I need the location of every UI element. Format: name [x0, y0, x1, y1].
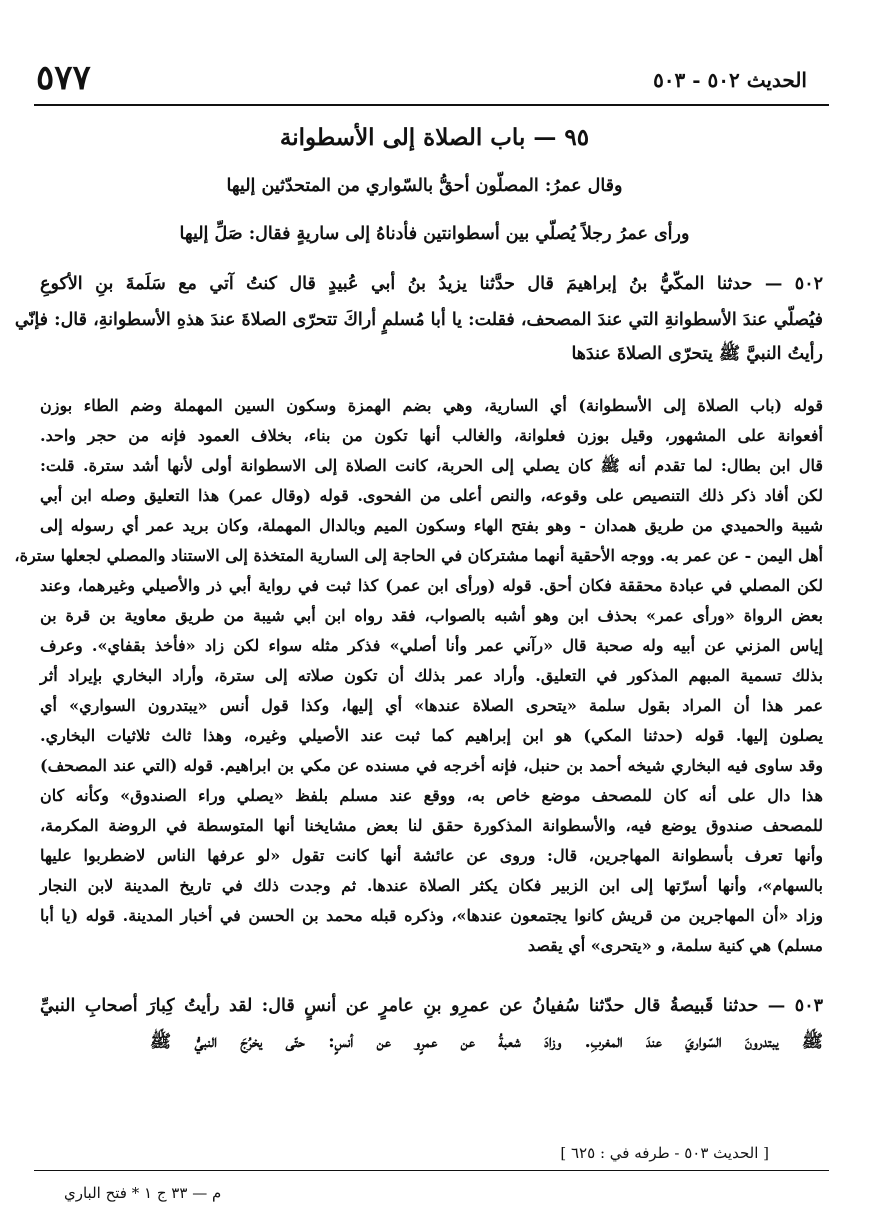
text-line: مسلم) هي كنية سلمة، و «يتحرى» أي يقصد [527, 936, 823, 955]
text-line: لكن أفاد ذكر ذلك التنصيص على وقوعه، والنص أعلى من الفحوى. قوله (وقال عمر) هذا التعليق وصله ابن أبي [40, 486, 823, 505]
hadith-range-header: الحديث ٥٠٢ - ٥٠٣ [653, 68, 807, 92]
text-line: رأيتُ النبيَّ ﷺ يتحرّى الصلاةَ عندَها [571, 344, 823, 364]
text-line: قوله (باب الصلاة إلى الأسطوانة) أي السارية، وهي بضم الهمزة وسكون السين المهملة وضم الطاء بوزن [40, 396, 823, 415]
footer-rule [34, 1170, 829, 1171]
text-line: شيبة والحميدي من طريق همدان - وهو بفتح الهاء وسكون الميم وبالدال المهملة، وكان بريد عمر أي رسوله إلى [40, 516, 823, 535]
text-line: بالسهام»، وأنها أسرّتها إلى ابن الزبير فكان يكثر الصلاة عندها. ثم وجدت ذلك في تاريخ المدينة لابن النجار [40, 876, 823, 895]
text-line: لكن المصلي في عبادة محققة فكان أحق. قوله (ورأى ابن عمر) كذا ثبت في رواية أبي ذر والأصيلي وغيرهما، وعند [40, 576, 823, 595]
text-line: ٥٠٢ — حدثنا المكّيُّ بنُ إبراهيمَ قال حدَّثنا يزيدُ بنُ أبي عُبيدٍ قال كنتُ آتي مع سَلَمةَ بنِ الأكوعِ [40, 274, 823, 294]
text-line: إياس المزني عن أبيه وله صحبة قال «رآني عمر وأنا أصلي» فذكر مثله سواء لكن زاد «فأخذ بقفاي». وعرف [40, 636, 823, 655]
text-line: هذا دال على أنه كان للمصحف موضع خاص به، ووقع عند مسلم بلفظ «يصلي وراء الصندوق» وكأنه كان [40, 786, 823, 805]
text-line: بذلك تسمية المبهم المذكور في التعليق. وأراد عمر بذلك أن تكون صلاته إلى سترة، وأراد البخاري بإيراد أثر [40, 666, 823, 685]
text-line: وأنها تعرف بأسطوانة المهاجرين، قال: وروى عن عائشة أنها كانت تقول «لو عرفها الناس لاضطربوا عليها [40, 846, 824, 865]
text-line: عمر هذا أن المراد بقول سلمة «يتحرى الصلاة عندها» أي إليها، وكذا قول أنس «يبتدرون السواري» أي [40, 696, 823, 715]
text-line: أفعوانة على المشهور، وقيل بوزن فعلوانة، والغالب أنها تكون من بناء، بخلاف العمود فإنه من حجر واحد. [40, 426, 823, 445]
text-line: بعض الرواة «ورأى عمر» بحذف ابن وهو أشبه بالصواب، فقد رواه ابن أبي شيبة من طريق معاوية بن قرة بن [40, 606, 823, 625]
text-line: يصلون إليها. قوله (حدثنا المكي) هو ابن إبراهيم كما ثبت عند الأصيلي وغيره، وهذا ثالث ثلاثيات البخاري. [40, 726, 823, 745]
signature-mark: م — ٣٣ ج ١ * فتح الباري [64, 1184, 222, 1202]
text-line: ﷺ يبتدرونَ السّواريَ عندَ المغربِ. وزادَ شعبةُ عن عمرٍو عن أنسٍ: حتّى يخرُجَ النبيُّ ﷺ [150, 1032, 823, 1052]
text-line: فيُصلّي عندَ الأسطوانةِ التي عندَ المصحف، فقلت: يا أبا مُسلمٍ أراكَ تتحرّى الصلاةَ عندَ هذهِ الأسطوانةِ، قال: فإنّي [14, 310, 823, 330]
text-line: ورأى عمرُ رجلاً يُصلّي بين أسطوانتين فأدناهُ إلى ساريةٍ فقال: صَلِّ إليها [179, 224, 690, 244]
text-line: وقال عمرُ: المصلّون أحقُّ بالسّواري من المتحدّثين إليها [226, 176, 623, 196]
text-line: للمصحف صندوق يوضع فيه، والأسطوانة المذكورة حقق لنا بعض مشايخنا أنها المتوسطة في الروضة المكرمة، [40, 816, 823, 835]
chapter-title: ٩٥ — باب الصلاة إلى الأسطوانة [279, 124, 590, 151]
header-rule [34, 104, 829, 106]
cross-reference: [ الحديث ٥٠٣ - طرفه في : ٦٢٥ ] [560, 1144, 769, 1162]
page-number: ٥٧٧ [36, 58, 91, 98]
text-line: أهل اليمن - عن عمر به. ووجه الأحقية أنهما مشتركان في الحاجة إلى السارية المتخذة إلى الاستناد والمصلي لجعلها سترة، [14, 546, 823, 565]
text-line: قال ابن بطال: لما تقدم أنه ﷺ كان يصلي إلى الحربة، كانت الصلاة إلى الاسطوانة أولى لأنها أشد سترة. قلت: [40, 456, 823, 475]
text-line: وزاد «أن المهاجرين من قريش كانوا يجتمعون عندها»، وذكره قبله محمد بن الحسن في أخبار المدينة. قوله (يا أبا [40, 906, 824, 925]
text-line: ٥٠٣ — حدثنا قَبيصةُ قال حدّثنا سُفيانُ عن عمرِو بنِ عامرٍ عن أنسٍ قال: لقد رأيتُ كِبارَ أصحابِ النبيِّ [40, 996, 823, 1016]
text-line: وقد ساوى فيه البخاري شيخه أحمد بن حنبل، فإنه أخرجه في مسنده عن مكي بن ابراهيم. قوله (التي عند المصحف) [40, 756, 823, 775]
